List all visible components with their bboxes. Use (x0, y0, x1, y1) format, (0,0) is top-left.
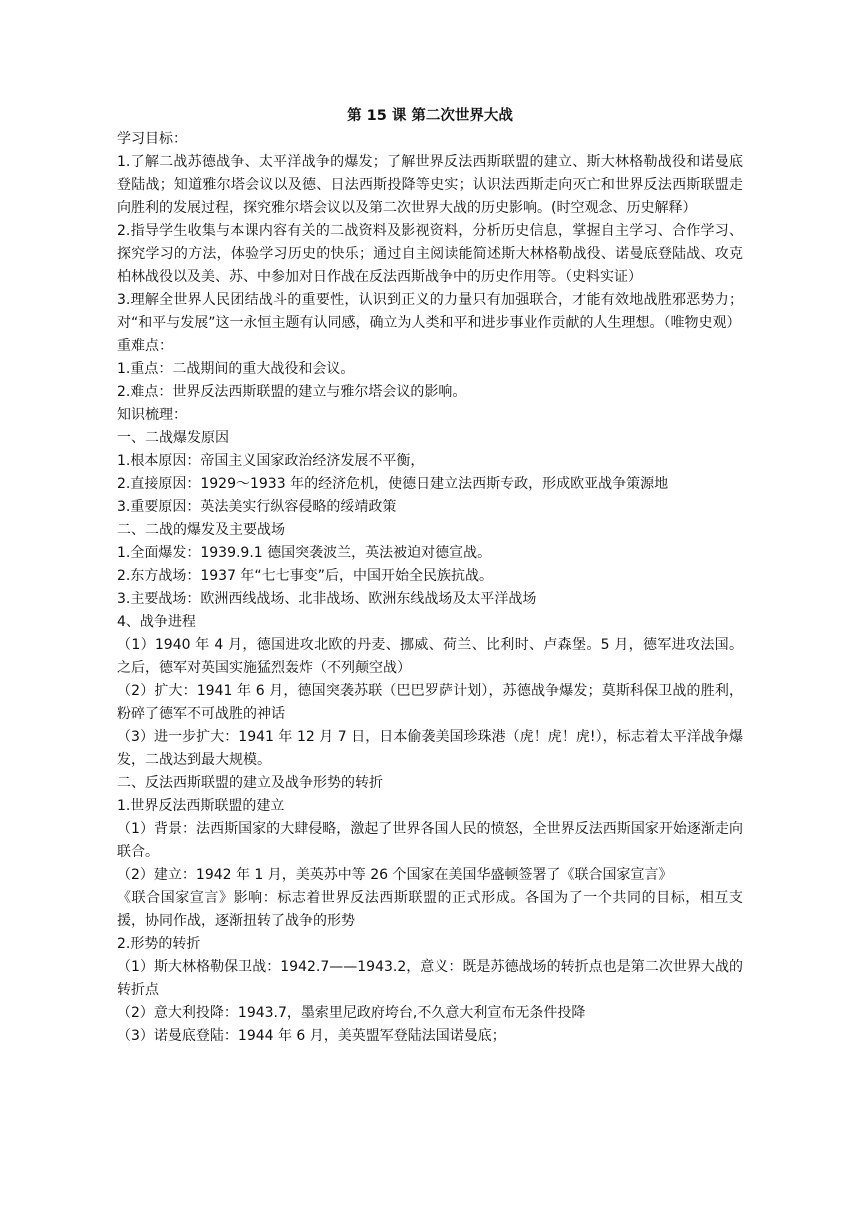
list-item: （1）1940 年 4 月，德国进攻北欧的丹麦、挪威、荷兰、比利时、卢森堡。5 月，德军进攻法国。之后，德军对英国实施猛烈轰炸（不列颠空战） (117, 637, 743, 676)
list-item: 3.主要战场：欧洲西线战场、北非战场、欧洲东线战场及太平洋战场 (117, 591, 537, 607)
knowledge-heading: 知识梳理： (117, 407, 187, 423)
subsection-heading: 1.世界反法西斯联盟的建立 (117, 798, 285, 814)
list-item: 1.根本原因：帝国主义国家政治经济发展不平衡， (117, 453, 425, 469)
document-page (117, 104, 743, 1048)
lesson-title: 第 15 课 第二次世界大战 (347, 108, 513, 124)
section-heading: 二、反法西斯联盟的建立及战争形势的转折 (117, 775, 383, 791)
list-item: （3）进一步扩大：1941 年 12 月 7 日，日本偷袭美国珍珠港（虎！虎！虎!），标志着太平洋战争爆发，二战达到最大规模。 (117, 729, 743, 768)
paragraph: 《联合国家宣言》影响：标志着世界反法西斯联盟的正式形成。各国为了一个共同的目标，相互支援，协同作战，逐渐扭转了战争的形势 (117, 890, 743, 929)
subsection-heading: 4、战争进程 (117, 614, 196, 630)
key-point: 1.重点：二战期间的重大战役和会议。 (117, 361, 355, 377)
list-item: 2.直接原因：1929～1933 年的经济危机，使德日建立法西斯专政，形成欧亚战争策源地 (117, 476, 669, 492)
document-body (117, 128, 743, 1048)
list-item: （2）意大利投降：1943.7，墨索里尼政府垮台,不久意大利宣布无条件投降 (117, 1005, 586, 1021)
list-item: （2）扩大：1941 年 6 月，德国突袭苏联（巴巴罗萨计划），苏德战争爆发；莫斯科保卫战的胜利，粉碎了德军不可战胜的神话 (117, 683, 743, 722)
learning-goals-heading: 学习目标： (117, 131, 187, 147)
section-heading: 一、二战爆发原因 (117, 430, 229, 446)
list-item: （1）斯大林格勒保卫战：1942.7——1943.2，意义：既是苏德战场的转折点也是第二次世界大战的转折点 (117, 959, 743, 998)
subsection-heading: 2.形势的转折 (117, 936, 201, 952)
list-item: （2）建立：1942 年 1 月，美英苏中等 26 个国家在美国华盛顿签署了《联合国家宣言》 (117, 867, 673, 883)
list-item: 3.重要原因：英法美实行纵容侵略的绥靖政策 (117, 499, 397, 515)
difficult-point: 2.难点：世界反法西斯联盟的建立与雅尔塔会议的影响。 (117, 384, 467, 400)
section-heading: 二、二战的爆发及主要战场 (117, 522, 285, 538)
goal-3: 3.理解全世界人民团结战斗的重要性，认识到正义的力量只有加强联合，才能有效地战胜邪恶势力；对“和平与发展”这一永恒主题有认同感，确立为人类和平和进步事业作贡献的人生理想。（唯物史观） (117, 292, 743, 331)
list-item: （3）诺曼底登陆：1944 年 6 月，美英盟军登陆法国诺曼底； (117, 1028, 506, 1044)
key-points-heading: 重难点： (117, 338, 173, 354)
list-item: 1.全面爆发：1939.9.1 德国突袭波兰，英法被迫对德宣战。 (117, 545, 492, 561)
list-item: 2.东方战场：1937 年“七七事变”后，中国开始全民族抗战。 (117, 568, 493, 584)
goal-1: 1.了解二战苏德战争、太平洋战争的爆发；了解世界反法西斯联盟的建立、斯大林格勒战役和诺曼底登陆战；知道雅尔塔会议以及德、日法西斯投降等史实；认识法西斯走向灭亡和世界反法西斯联盟走向胜利的发展过程，探究雅尔塔会议以及第二次世界大战的历史影响。(时空观念、历史解释） (117, 154, 743, 216)
goal-2: 2.指导学生收集与本课内容有关的二战资料及影视资料，分析历史信息，掌握自主学习、合作学习、探究学习的方法，体验学习历史的快乐；通过自主阅读能简述斯大林格勒战役、诺曼底登陆战、攻克柏林战役以及美、苏、中参加对日作战在反法西斯战争中的历史作用等。（史料实证） (117, 223, 743, 285)
list-item: （1）背景：法西斯国家的大肆侵略，激起了世界各国人民的愤怒，全世界反法西斯国家开始逐渐走向联合。 (117, 821, 743, 860)
